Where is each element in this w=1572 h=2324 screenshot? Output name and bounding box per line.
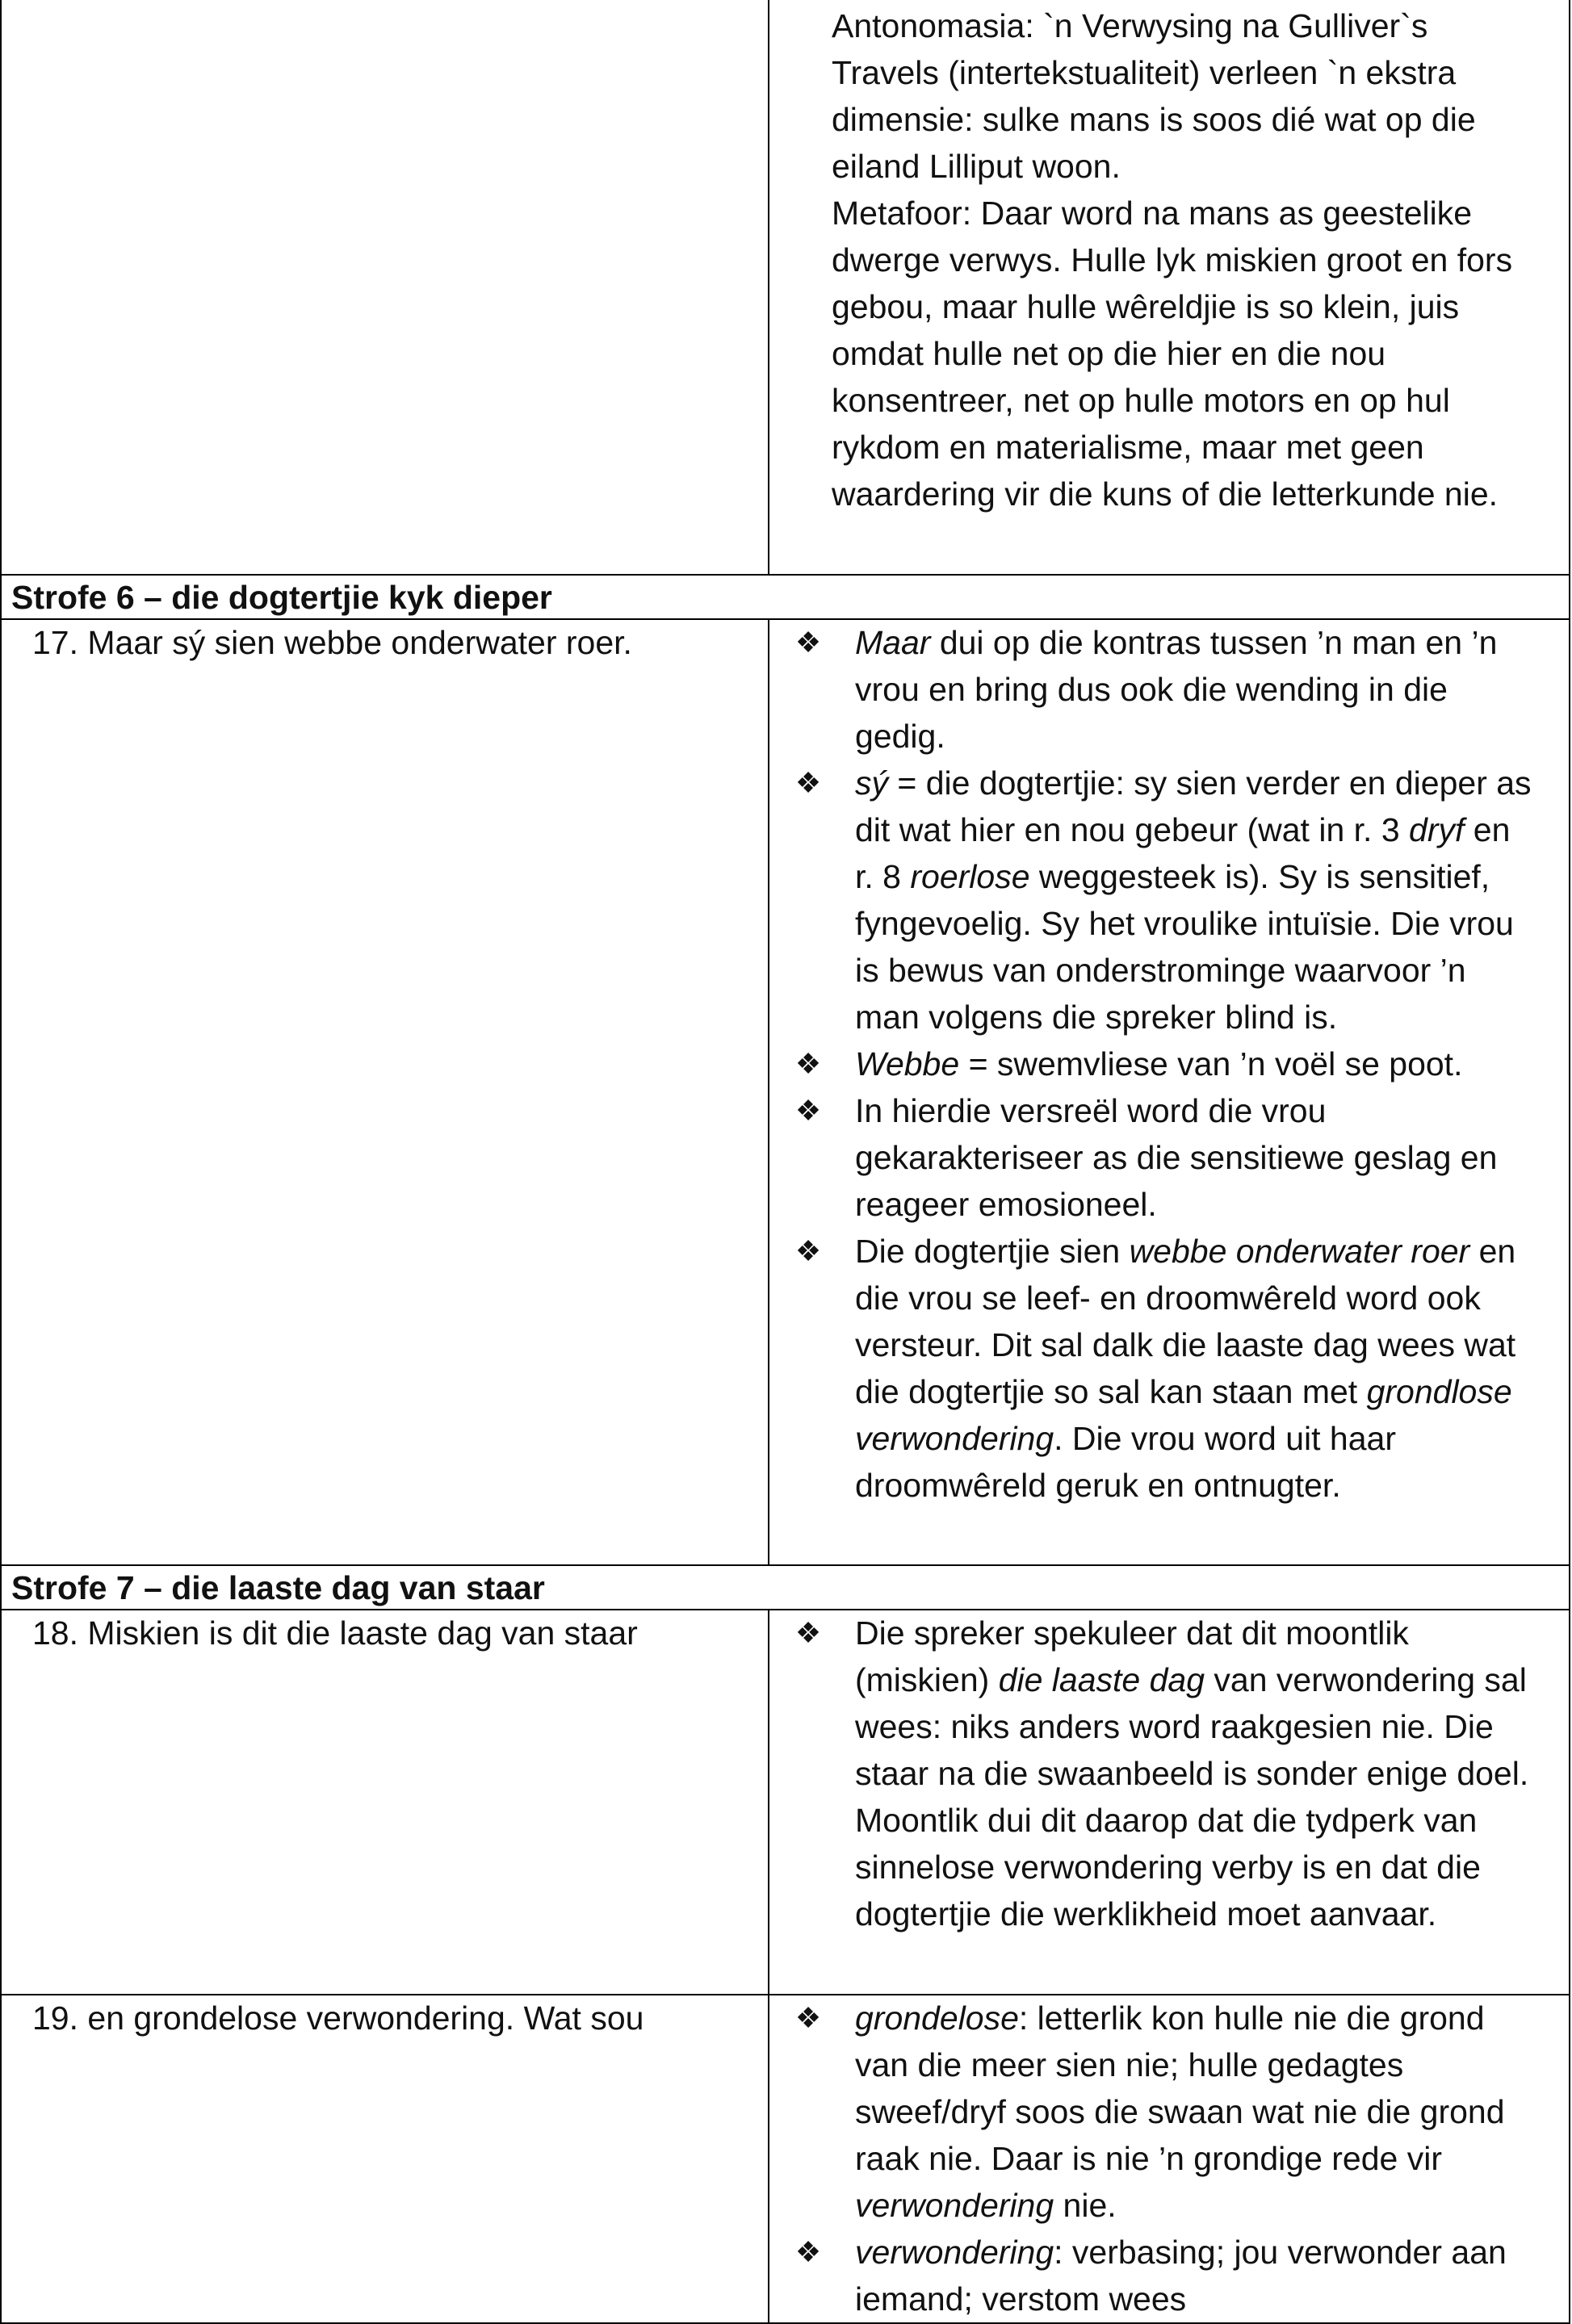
diamond-bullet-icon: ❖ <box>794 626 822 659</box>
strofe-6-commentary <box>784 619 1535 1509</box>
metafoor-note: Metafoor: Daar word na mans as geestelike dwerge verwys. Hulle lyk miskien groot en fors gebou, maar hulle wêreldjie is so klein, juis omdat hulle net op die hier en die nou konsentreer, net op hulle motors en op hul rykdom en materialisme, maar met geen waardering vir die kuns of die letterkunde nie. <box>832 195 1513 513</box>
list-item: ❖ verwondering: verbasing; jou verwonder aan iemand; verstom wees <box>784 2229 1535 2322</box>
top-commentary <box>832 2 1542 517</box>
strofe-7-heading: Strofe 7 – die laaste dag van staar <box>11 1569 545 1606</box>
list-item: ❖ Maar dui op die kontras tussen ’n man en ’n vrou en bring dus ook die wending in die gedig. <box>784 619 1535 760</box>
strofe-6-heading: Strofe 6 – die dogtertjie kyk dieper <box>11 579 552 616</box>
poem-line-19: 19. en grondelose verwondering. Wat sou <box>32 1999 644 2037</box>
column-divider <box>768 619 769 1565</box>
line-19-commentary <box>784 1995 1535 2322</box>
column-divider <box>768 0 769 575</box>
diamond-bullet-icon: ❖ <box>794 2001 822 2034</box>
table-border-right <box>1569 0 1570 2324</box>
list-item: ❖ sý = die dogtertjie: sy sien verder en dieper as dit wat hier en nou gebeur (wat in r. 3 dryf en r. 8 roerlose weggesteek is). Sy is sensitief, fyngevoelig. Sy het vroulike intuïsie. Die vrou is bewus van onderstrominge waarvoor ’n man volgens die spreker blind is. <box>784 760 1535 1041</box>
poem-line-17: 17. Maar sý sien webbe onderwater roer. <box>32 624 632 661</box>
list-item: ❖ grondelose: letterlik kon hulle nie die grond van die meer sien nie; hulle gedagtes sweef/dryf soos die swaan wat nie die grond raak nie. Daar is nie ’n grondige rede vir verwondering nie. <box>784 1995 1535 2229</box>
diamond-bullet-icon: ❖ <box>794 766 822 799</box>
line-18-commentary <box>784 1610 1535 1937</box>
diamond-bullet-icon: ❖ <box>794 1047 822 1080</box>
list-item: ❖ Die dogtertjie sien webbe onderwater roer en die vrou se leef- en droomwêreld word ook versteur. Dit sal dalk die laaste dag wees wat die dogtertjie so sal kan staan met grondlose verwondering. Die vrou word uit haar droomwêreld geruk en ontnugter. <box>784 1228 1535 1509</box>
list-item: ❖ Webbe = swemvliese van ’n voël se poot. <box>784 1041 1535 1087</box>
column-divider <box>768 1610 769 2324</box>
poem-line-18: 18. Miskien is dit die laaste dag van staar <box>32 1614 638 1652</box>
diamond-bullet-icon: ❖ <box>794 1234 822 1267</box>
list-item: ❖ Die spreker spekuleer dat dit moontlik (miskien) die laaste dag van verwondering sal wees: niks anders word raakgesien nie. Die staar na die swaanbeeld is sonder enige doel. Moontlik dui dit daarop dat die tydperk van sinnelose verwondering verby is en dat die dogtertjie die werklikheid moet aanvaar. <box>784 1610 1535 1937</box>
antonomasia-note: Antonomasia: `n Verwysing na Gulliver`s Travels (intertekstualiteit) verleen `n ekstra dimensie: sulke mans is soos dié wat op die eiland Lilliput woon. <box>832 7 1476 185</box>
table-border-left <box>0 0 2 2324</box>
diamond-bullet-icon: ❖ <box>794 1094 822 1127</box>
diamond-bullet-icon: ❖ <box>794 1616 822 1649</box>
list-item: ❖ In hierdie versreël word die vrou gekarakteriseer as die sensitiewe geslag en reageer emosioneel. <box>784 1087 1535 1228</box>
diamond-bullet-icon: ❖ <box>794 2235 822 2268</box>
